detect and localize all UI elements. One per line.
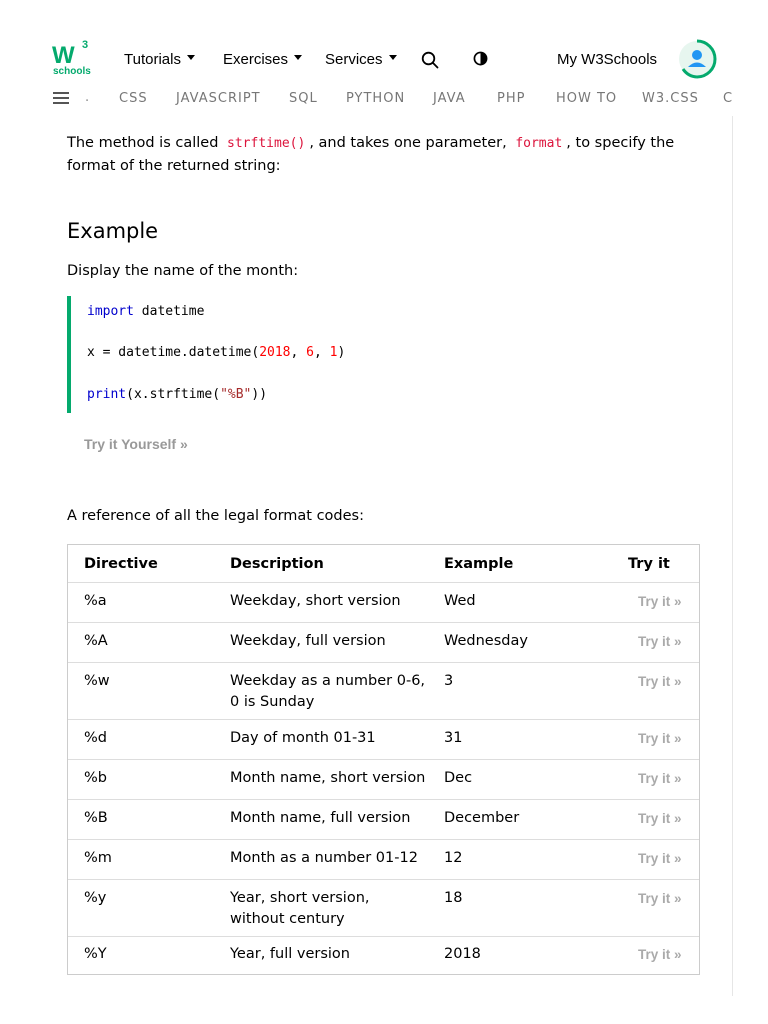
w3schools-logo[interactable] <box>52 39 94 78</box>
caret-down-icon <box>187 55 195 60</box>
code-text: datetime <box>133 304 205 319</box>
code-text: ) <box>337 345 346 360</box>
directive-cell: %Y <box>84 946 107 962</box>
contrast-toggle-icon[interactable] <box>473 51 488 66</box>
top-navbar <box>0 0 768 86</box>
intro-text-middle: , and takes one parameter, <box>309 135 507 151</box>
subnav-item-python[interactable]: PYTHON <box>346 91 406 106</box>
directive-cell: %w <box>84 673 110 689</box>
directive-cell: %A <box>84 633 108 649</box>
code-number: 2018 <box>259 345 291 360</box>
try-it-link[interactable]: Try it » <box>638 851 682 866</box>
code-number: 6 <box>306 345 314 360</box>
my-w3schools-link[interactable]: My W3Schools <box>557 51 658 68</box>
code-text: , <box>290 345 307 360</box>
code-keyword: import <box>87 304 134 319</box>
example-cell: Wed <box>444 593 476 609</box>
description-cell: Month name, short version <box>230 770 426 786</box>
subnav-item-java[interactable]: JAVA <box>433 91 466 106</box>
table-row <box>68 582 699 622</box>
caret-down-icon <box>389 55 397 60</box>
try-it-link[interactable]: Try it » <box>638 947 682 962</box>
nav-services-menu[interactable] <box>325 51 397 68</box>
description-cell: Month name, full version <box>230 810 411 826</box>
menu-hamburger-icon[interactable] <box>53 92 69 106</box>
code-text: , <box>313 345 330 360</box>
code-text: x = datetime.datetime( <box>87 345 260 360</box>
header-directive: Directive <box>84 556 158 572</box>
table-row <box>68 759 699 799</box>
code-line-1 <box>87 304 204 319</box>
code-string: "%B" <box>220 387 252 402</box>
description-cell: Day of month 01-31 <box>230 730 376 746</box>
subnav-item-w3css[interactable]: W3.CSS <box>642 91 699 106</box>
code-keyword: print <box>87 387 127 402</box>
code-line-2 <box>87 345 345 360</box>
code-line-3 <box>87 387 267 402</box>
try-it-link[interactable]: Try it » <box>638 674 682 689</box>
header-tryit: Try it <box>628 556 670 572</box>
subnav-item-howto[interactable]: HOW TO <box>556 91 618 106</box>
table-row <box>68 936 699 974</box>
table-row <box>68 662 699 719</box>
logo-mark: W <box>52 42 74 69</box>
description-cell: Weekday, full version <box>230 633 386 649</box>
try-it-link[interactable]: Try it » <box>638 594 682 609</box>
example-cell: 12 <box>444 850 463 866</box>
sidebar-divider <box>732 116 733 996</box>
try-it-yourself-button[interactable]: Try it Yourself » <box>84 436 188 452</box>
example-cell: Dec <box>444 770 473 786</box>
intro-text-after: , to specify the <box>566 135 675 151</box>
try-it-link[interactable]: Try it » <box>638 634 682 649</box>
header-example: Example <box>444 556 514 572</box>
logo-superscript: 3 <box>82 39 89 51</box>
table-row <box>68 719 699 759</box>
example-cell: 31 <box>444 730 463 746</box>
nav-exercises-label: Exercises <box>223 51 289 68</box>
directive-cell: %a <box>84 593 107 609</box>
description-line-2: 0 is Sunday <box>230 694 315 710</box>
directive-cell: %y <box>84 890 107 906</box>
nav-exercises-menu[interactable] <box>223 51 302 68</box>
code-number: 1 <box>329 345 338 360</box>
directive-cell: %d <box>84 730 107 746</box>
description-line-2: without century <box>230 911 345 927</box>
subnav-item-sql[interactable]: SQL <box>289 91 318 106</box>
caret-down-icon <box>294 55 302 60</box>
subnav-item-c[interactable]: C <box>723 91 734 106</box>
subnav-overflow-dot: . <box>85 90 90 105</box>
example-cell: 2018 <box>444 946 481 962</box>
intro-text-before: The method is called <box>67 135 219 151</box>
description-cell: Weekday, short version <box>230 593 401 609</box>
description-line-1: Weekday as a number 0-6, <box>230 673 426 689</box>
table-row <box>68 839 699 879</box>
search-icon[interactable] <box>421 51 439 69</box>
table-row <box>68 879 699 936</box>
logo-subtext: schools <box>53 66 91 77</box>
header-description: Description <box>230 556 324 572</box>
description-cell <box>230 671 440 713</box>
code-text: )) <box>251 387 268 402</box>
intro-paragraph <box>67 132 707 177</box>
reference-intro: A reference of all the legal format codes: <box>67 508 364 524</box>
description-line-1: Year, short version, <box>230 890 370 906</box>
example-cell: Wednesday <box>444 633 528 649</box>
table-header-row <box>68 545 699 582</box>
method-name-code: strftime() <box>223 136 309 151</box>
nav-services-label: Services <box>325 51 383 68</box>
example-heading: Example <box>67 219 159 243</box>
user-avatar-icon[interactable] <box>675 38 719 80</box>
intro-line2: format of the returned string: <box>67 158 281 174</box>
try-it-link[interactable]: Try it » <box>638 891 682 906</box>
code-text: (x.strftime( <box>126 387 221 402</box>
format-codes-table <box>67 544 700 975</box>
code-example-box <box>67 296 700 413</box>
subnav-item-css[interactable]: CSS <box>119 91 148 106</box>
example-cell: December <box>444 810 520 826</box>
try-it-link[interactable]: Try it » <box>638 731 682 746</box>
table-row <box>68 799 699 839</box>
language-subnav <box>0 86 768 116</box>
example-cell: 18 <box>444 890 463 906</box>
description-cell <box>230 888 440 930</box>
directive-cell: %m <box>84 850 112 866</box>
subnav-item-javascript[interactable]: JAVASCRIPT <box>176 91 261 106</box>
description-cell: Year, full version <box>230 946 350 962</box>
directive-cell: %B <box>84 810 108 826</box>
example-cell: 3 <box>444 673 454 689</box>
subnav-item-php[interactable]: PHP <box>497 91 526 106</box>
directive-cell: %b <box>84 770 107 786</box>
nav-tutorials-menu[interactable] <box>124 51 195 68</box>
description-cell: Month as a number 01-12 <box>230 850 418 866</box>
table-row <box>68 622 699 662</box>
example-description: Display the name of the month: <box>67 263 299 279</box>
try-it-link[interactable]: Try it » <box>638 811 682 826</box>
param-name-code: format <box>511 136 566 151</box>
nav-tutorials-label: Tutorials <box>124 51 181 68</box>
try-it-link[interactable]: Try it » <box>638 771 682 786</box>
